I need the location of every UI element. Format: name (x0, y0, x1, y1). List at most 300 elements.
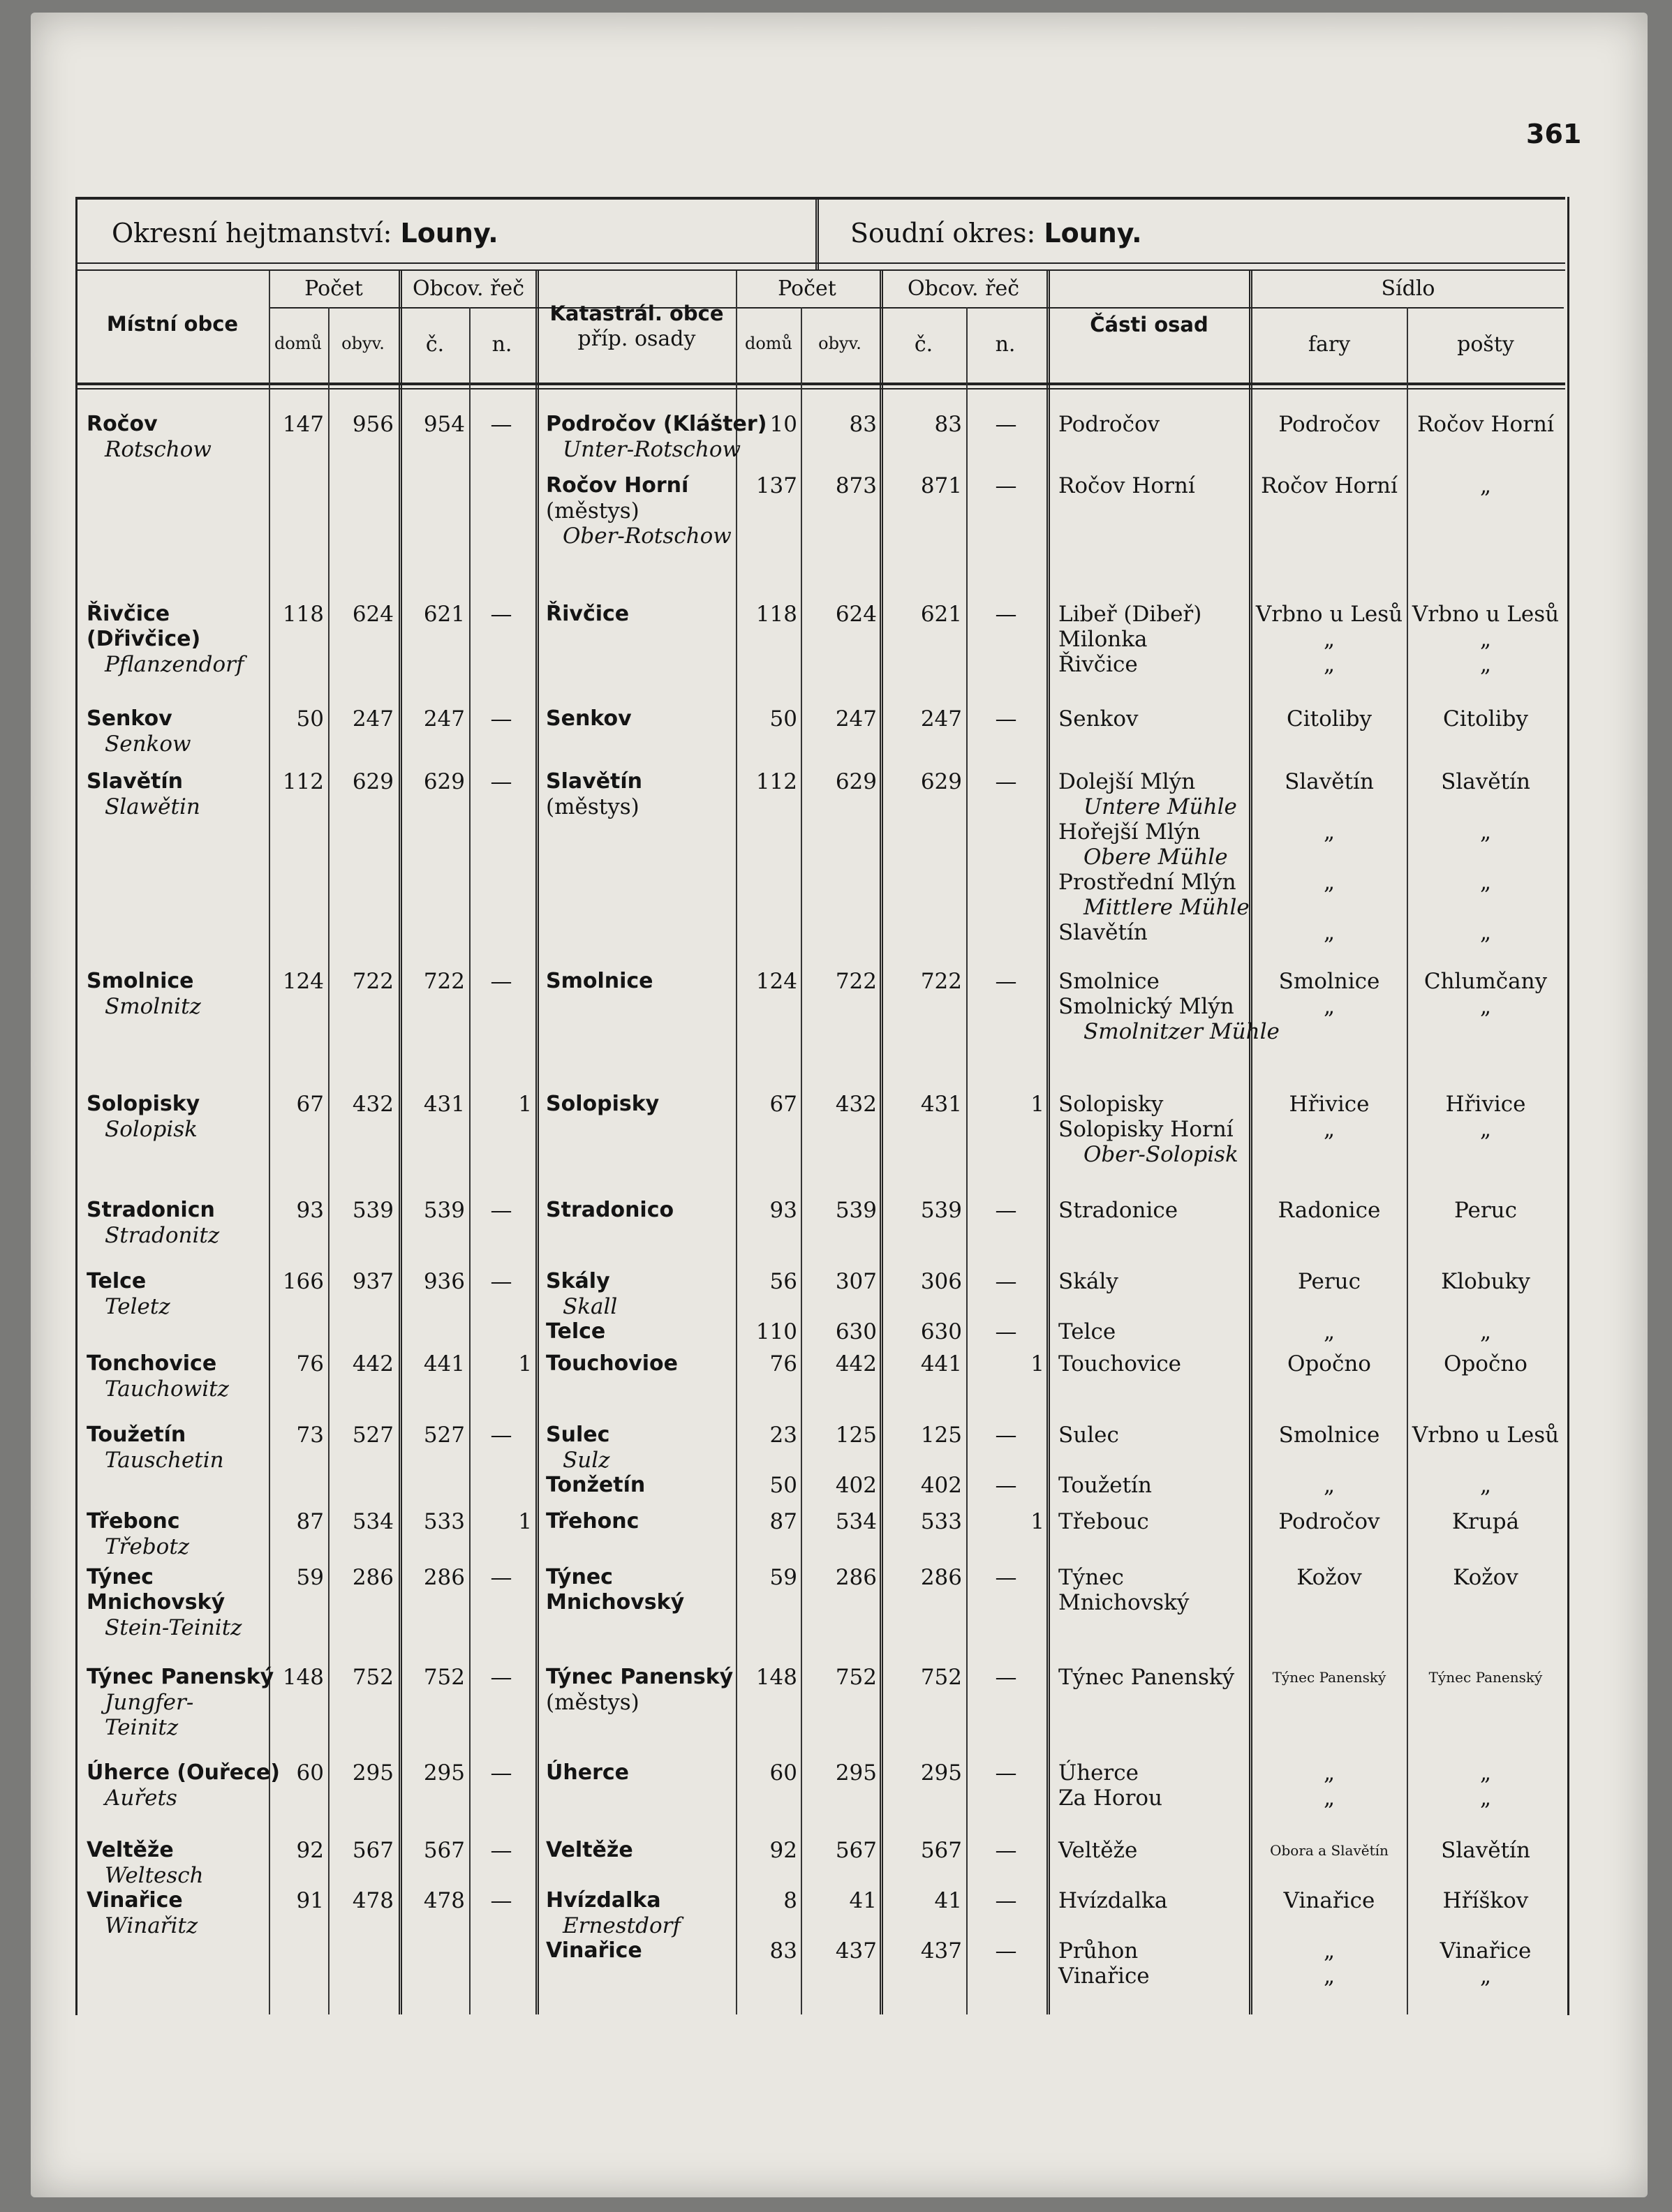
osada-n: — (995, 1760, 1017, 1786)
vline (399, 271, 402, 2014)
sidlo-posta: „ (1479, 652, 1492, 677)
sidlo-posta: „ (1479, 1473, 1492, 1498)
obec-german: Senkow (105, 732, 191, 757)
obec-c: 431 (423, 1092, 465, 1117)
sidlo-posta: Vrbno u Lesů (1412, 1423, 1560, 1448)
osada-name: Tonžetín (546, 1473, 646, 1497)
obec-german: Smolnitz (105, 994, 201, 1019)
col-obyv-2: obyv. (818, 334, 861, 353)
obec-name: Solopisky (87, 1092, 200, 1116)
vline (1249, 271, 1252, 2014)
obec-domu: 147 (282, 412, 324, 437)
cast-name: Toužetín (1058, 1473, 1152, 1498)
cast-name: Libeř (Dibeř) (1058, 602, 1202, 627)
osada-obyv: 83 (849, 412, 877, 437)
osada-obyv: 286 (835, 1565, 877, 1590)
obec-obyv: 539 (352, 1198, 394, 1223)
cast-name: Za Horou (1058, 1786, 1163, 1811)
obec-german: Winařitz (105, 1913, 198, 1938)
obec-n: — (490, 706, 512, 732)
obec-obyv: 442 (352, 1351, 394, 1376)
col-pocet: Počet (304, 276, 363, 301)
sidlo-posta: Kožov (1453, 1565, 1518, 1590)
osada-name: Slavětín (546, 769, 643, 794)
vline (966, 307, 968, 2014)
col-sidlo: Sídlo (1381, 276, 1435, 301)
obec-name: Třebonc (87, 1509, 180, 1534)
obec-domu: 166 (282, 1269, 324, 1294)
sidlo-posta: Slavětín (1441, 1838, 1530, 1863)
sidlo-fara: „ (1323, 1760, 1336, 1786)
obec-name: Stradonicn (87, 1198, 215, 1222)
cast-name: Hvízdalka (1058, 1888, 1168, 1913)
obec-name: Toužetín (87, 1423, 186, 1447)
osada-c: 431 (920, 1092, 962, 1117)
osada-domu: 10 (769, 412, 797, 437)
col-katastral-2: příp. osady (577, 327, 696, 351)
cast-name: Průhon (1058, 1938, 1139, 1964)
sidlo-fara: „ (1323, 1964, 1336, 1989)
osada-n: — (995, 1319, 1017, 1344)
obec-name: Telce (87, 1269, 147, 1293)
cast-name: Smolnický Mlýn (1058, 994, 1234, 1019)
sidlo-posta: Hříškov (1442, 1888, 1529, 1913)
obec-german: Třebotz (105, 1534, 190, 1559)
col-obcov-rec: Obcov. řeč (412, 276, 525, 301)
cast-name: Stradonice (1058, 1198, 1178, 1223)
col-mistni-obce: Místní obce (106, 312, 239, 336)
obec-domu: 87 (296, 1509, 324, 1534)
osada-c: 437 (920, 1938, 962, 1964)
cast-name: Solopisky Horní (1058, 1117, 1234, 1142)
sidlo-fara: Citoliby (1287, 706, 1372, 732)
osada-obyv: 722 (835, 969, 877, 994)
sidlo-posta: Slavětín (1441, 769, 1530, 794)
obec-german-2: Teinitz (105, 1715, 179, 1740)
sidlo-posta: Krupá (1451, 1509, 1520, 1534)
obec-c: 441 (423, 1351, 465, 1376)
obec-domu: 93 (296, 1198, 324, 1223)
osada-name-2: Mnichovský (546, 1590, 685, 1615)
cast-german: Obere Mühle (1083, 845, 1228, 870)
sidlo-fara: „ (1323, 819, 1336, 845)
osada-obyv: 437 (835, 1938, 877, 1964)
sidlo-posta: „ (1479, 1319, 1492, 1344)
obec-n: — (490, 412, 512, 437)
vline (535, 271, 539, 2014)
obec-domu: 92 (296, 1838, 324, 1863)
sidlo-posta: „ (1479, 994, 1492, 1019)
osada-n: — (995, 969, 1017, 994)
osada-obyv: 629 (835, 769, 877, 794)
osada-domu: 124 (755, 969, 797, 994)
osada-n: — (995, 1665, 1017, 1690)
osada-n: 1 (1030, 1092, 1044, 1117)
obec-german: Teletz (105, 1294, 170, 1319)
osada-c: 295 (920, 1760, 962, 1786)
obec-c: 539 (423, 1198, 465, 1223)
osada-name: Telce (546, 1319, 606, 1344)
osada-c: 722 (920, 969, 962, 994)
osada-german: Ober-Rotschow (563, 524, 732, 549)
sidlo-fara: Hřivice (1289, 1092, 1370, 1117)
osada-name: Týnec Panenský (546, 1665, 734, 1689)
obec-name: Týnec Panenský (87, 1665, 274, 1689)
osada-domu: 50 (769, 1473, 797, 1498)
obec-name: Vinařice (87, 1888, 183, 1913)
osada-n: 1 (1030, 1351, 1044, 1376)
osada-obyv: 534 (835, 1509, 877, 1534)
obec-german: Tauschetin (105, 1448, 224, 1473)
sidlo-posta: Opočno (1444, 1351, 1527, 1376)
col-katastral: Katastrál. obce (549, 302, 724, 325)
osada-name: Skály (546, 1269, 610, 1293)
osada-obyv: 402 (835, 1473, 877, 1498)
osada-n: — (995, 1838, 1017, 1863)
sidlo-fara: Kožov (1296, 1565, 1362, 1590)
osada-sub: (městys) (546, 794, 639, 819)
osada-domu: 83 (769, 1938, 797, 1964)
cast-name: Řivčice (1058, 652, 1138, 677)
obec-domu: 73 (296, 1423, 324, 1448)
obec-c: 286 (423, 1565, 465, 1590)
sidlo-posta: Citoliby (1443, 706, 1528, 732)
osada-sub: (městys) (546, 498, 639, 524)
obec-german: Weltesch (105, 1863, 204, 1888)
sidlo-fara: Področov (1278, 412, 1380, 437)
obec-obyv: 478 (352, 1888, 394, 1913)
osada-name: Senkov (546, 706, 632, 731)
osada-name: Področov (Klášter) (546, 412, 767, 436)
osada-n: — (995, 1423, 1017, 1448)
sidlo-posta: „ (1479, 819, 1492, 845)
osada-domu: 87 (769, 1509, 797, 1534)
obec-german: Solopisk (105, 1117, 198, 1142)
cast-name: Týnec Panenský (1058, 1665, 1235, 1690)
rule-title-2 (75, 269, 1565, 271)
cast-german: Smolnitzer Mühle (1083, 1019, 1280, 1044)
obec-n: — (490, 1565, 512, 1590)
obec-n: 1 (518, 1092, 532, 1117)
sidlo-posta: „ (1479, 870, 1492, 895)
obec-c: 295 (423, 1760, 465, 1786)
col-obyv: obyv. (341, 334, 385, 353)
osada-c: 306 (920, 1269, 962, 1294)
obec-n: — (490, 1269, 512, 1294)
title-divider (815, 198, 819, 269)
sidlo-fara: Vinařice (1283, 1888, 1375, 1913)
osada-domu: 67 (769, 1092, 797, 1117)
sidlo-posta: „ (1479, 473, 1492, 498)
obec-domu: 148 (282, 1665, 324, 1690)
osada-c: 402 (920, 1473, 962, 1498)
osada-n: 1 (1030, 1509, 1044, 1534)
osada-c: 752 (920, 1665, 962, 1690)
obec-n: — (490, 1665, 512, 1690)
cast-name: Ročov Horní (1058, 473, 1195, 498)
osada-name: Sulec (546, 1423, 610, 1447)
osada-name: Třehonc (546, 1509, 639, 1534)
osada-domu: 50 (769, 706, 797, 732)
sidlo-fara: Vrbno u Lesů (1255, 602, 1403, 627)
cast-name: Smolnice (1058, 969, 1160, 994)
sidlo-fara: Smolnice (1278, 1423, 1380, 1448)
obec-german: Rotschow (105, 437, 212, 462)
osada-name: Stradonico (546, 1198, 674, 1222)
obec-n: — (490, 1838, 512, 1863)
osada-c: 533 (920, 1509, 962, 1534)
osada-c: 441 (920, 1351, 962, 1376)
obec-domu: 60 (296, 1760, 324, 1786)
page-number: 361 (1526, 119, 1582, 149)
col-casti-osad: Části osad (1090, 313, 1208, 336)
osada-domu: 60 (769, 1760, 797, 1786)
vline (1046, 271, 1050, 2014)
obec-c: 722 (423, 969, 465, 994)
col-pocet-2: Počet (778, 276, 836, 301)
sidlo-posta: „ (1479, 1964, 1492, 1989)
obec-domu: 76 (296, 1351, 324, 1376)
osada-n: — (995, 1269, 1017, 1294)
osada-c: 286 (920, 1565, 962, 1590)
obec-obyv: 286 (352, 1565, 394, 1590)
cast-name: Slavětín (1058, 920, 1148, 945)
sidlo-fara: „ (1323, 1319, 1336, 1344)
cast-name-2: Mnichovský (1058, 1590, 1190, 1615)
obec-name-2: Mnichovský (87, 1590, 225, 1615)
obec-german: Auřets (105, 1786, 177, 1811)
sidlo-posta: Klobuky (1441, 1269, 1530, 1294)
obec-c: 527 (423, 1423, 465, 1448)
obec-german: Stradonitz (105, 1223, 220, 1248)
cast-german: Ober-Solopisk (1083, 1142, 1238, 1167)
col-posty: pošty (1457, 332, 1514, 357)
obec-c: 954 (423, 412, 465, 437)
obec-c: 621 (423, 602, 465, 627)
sidlo-fara: Týnec Panenský (1272, 1669, 1386, 1686)
col-n-2: n. (995, 332, 1016, 357)
vline (736, 271, 737, 2014)
osada-obyv: 752 (835, 1665, 877, 1690)
obec-c: 478 (423, 1888, 465, 1913)
cast-name: Senkov (1058, 706, 1139, 732)
osada-obyv: 442 (835, 1351, 877, 1376)
osada-name: Ročov Horní (546, 473, 689, 498)
obec-domu: 91 (296, 1888, 324, 1913)
osada-c: 871 (920, 473, 962, 498)
vline (880, 271, 883, 2014)
osada-obyv: 630 (835, 1319, 877, 1344)
osada-domu: 148 (755, 1665, 797, 1690)
obec-c: 629 (423, 769, 465, 794)
obec-obyv: 247 (352, 706, 394, 732)
osada-c: 125 (920, 1423, 962, 1448)
osada-name: Smolnice (546, 969, 653, 993)
obec-german: Stein-Teinitz (105, 1615, 242, 1640)
vline (469, 307, 471, 2014)
col-fary: fary (1308, 332, 1351, 357)
osada-c: 41 (934, 1888, 962, 1913)
cast-german: Untere Mühle (1083, 794, 1237, 819)
cast-name: Sulec (1058, 1423, 1119, 1448)
obec-name: Úherce (Ouřece) (87, 1760, 280, 1785)
sidlo-posta: Chlumčany (1423, 969, 1548, 994)
osada-n: — (995, 1888, 1017, 1913)
vline (269, 271, 270, 2014)
osada-obyv: 247 (835, 706, 877, 732)
obec-name: Ročov (87, 412, 158, 436)
osada-domu: 56 (769, 1269, 797, 1294)
osada-name: Touchovioe (546, 1351, 678, 1376)
osada-german: Ernestdorf (563, 1913, 681, 1938)
cast-name: Dolejší Mlýn (1058, 769, 1196, 794)
osada-c: 247 (920, 706, 962, 732)
osada-n: — (995, 1473, 1017, 1498)
osada-obyv: 873 (835, 473, 877, 498)
sidlo-fara: Peruc (1298, 1269, 1361, 1294)
osada-c: 629 (920, 769, 962, 794)
sidlo-posta: „ (1479, 1117, 1492, 1142)
obec-domu: 112 (282, 769, 324, 794)
vline (1407, 307, 1408, 2014)
col-domu: domů (274, 334, 323, 353)
osada-german: Skall (563, 1294, 618, 1319)
sidlo-fara: Ročov Horní (1261, 473, 1398, 498)
cast-name: Področov (1058, 412, 1160, 437)
sidlo-posta: „ (1479, 1760, 1492, 1786)
vline (328, 307, 330, 2014)
obec-name: Veltěže (87, 1838, 174, 1862)
obec-name-2: (Dřivčice) (87, 627, 201, 651)
sidlo-fara: „ (1323, 652, 1336, 677)
obec-n: — (490, 1198, 512, 1223)
osada-name: Veltěže (546, 1838, 633, 1862)
col-c: č. (425, 332, 445, 357)
osada-n: — (995, 1938, 1017, 1964)
sidlo-posta: „ (1479, 1786, 1492, 1811)
cast-name: Hořejší Mlýn (1058, 819, 1201, 845)
osada-german: Unter-Rotschow (563, 437, 741, 462)
obec-name: Tonchovice (87, 1351, 217, 1376)
obec-obyv: 752 (352, 1665, 394, 1690)
osada-c: 567 (920, 1838, 962, 1863)
obec-obyv: 956 (352, 412, 394, 437)
osada-sub: (městys) (546, 1690, 639, 1715)
osada-domu: 137 (755, 473, 797, 498)
col-domu-2: domů (744, 334, 793, 353)
osada-obyv: 295 (835, 1760, 877, 1786)
osada-domu: 23 (769, 1423, 797, 1448)
sidlo-posta: „ (1479, 920, 1492, 945)
obec-name: Senkov (87, 706, 172, 731)
rule-top (75, 197, 1565, 200)
osada-c: 621 (920, 602, 962, 627)
obec-obyv: 937 (352, 1269, 394, 1294)
obec-c: 533 (423, 1509, 465, 1534)
col-n: n. (491, 332, 512, 357)
osada-domu: 76 (769, 1351, 797, 1376)
sidlo-posta: Peruc (1454, 1198, 1517, 1223)
osada-german: Sulz (563, 1448, 610, 1473)
osada-domu: 118 (755, 602, 797, 627)
rule-header-bottom (75, 383, 1565, 385)
obec-german: Tauchowitz (105, 1376, 229, 1402)
sidlo-fara: „ (1323, 1473, 1336, 1498)
cast-name: Prostřední Mlýn (1058, 870, 1236, 895)
obec-n: — (490, 1888, 512, 1913)
col-obcov-rec-2: Obcov. řeč (907, 276, 1020, 301)
obec-german: Slawětin (105, 794, 200, 819)
obec-domu: 67 (296, 1092, 324, 1117)
sidlo-posta: Vinařice (1440, 1938, 1532, 1964)
obec-obyv: 295 (352, 1760, 394, 1786)
obec-n: — (490, 969, 512, 994)
obec-c: 752 (423, 1665, 465, 1690)
cast-german: Mittlere Mühle (1083, 895, 1250, 920)
obec-domu: 50 (296, 706, 324, 732)
osada-n: — (995, 602, 1017, 627)
obec-n: — (490, 769, 512, 794)
osada-c: 630 (920, 1319, 962, 1344)
osada-name: Hvízdalka (546, 1888, 661, 1913)
sidlo-fara: Radonice (1278, 1198, 1381, 1223)
sidlo-posta: Týnec Panenský (1428, 1669, 1543, 1686)
osada-domu: 8 (783, 1888, 797, 1913)
sidlo-fara: „ (1323, 1117, 1336, 1142)
osada-obyv: 567 (835, 1838, 877, 1863)
cast-name: Úherce (1058, 1760, 1139, 1786)
osada-domu: 92 (769, 1838, 797, 1863)
obec-obyv: 629 (352, 769, 394, 794)
sidlo-posta: Ročov Horní (1417, 412, 1554, 437)
sidlo-fara: „ (1323, 994, 1336, 1019)
cast-name: Skály (1058, 1269, 1118, 1294)
cast-name: Solopisky (1058, 1092, 1164, 1117)
district-title: Okresní hejtmanství: Louny. (112, 218, 498, 248)
col-c-2: č. (914, 332, 933, 357)
obec-c: 567 (423, 1838, 465, 1863)
sidlo-fara: „ (1323, 1786, 1336, 1811)
cast-name: Týnec (1058, 1565, 1124, 1590)
obec-name: Řivčice (87, 602, 170, 626)
osada-n: — (995, 412, 1017, 437)
cast-name: Veltěže (1058, 1838, 1138, 1863)
sidlo-fara: „ (1323, 920, 1336, 945)
obec-german: Pflanzendorf (105, 652, 244, 677)
osada-name: Úherce (546, 1760, 629, 1785)
obec-name: Smolnice (87, 969, 194, 993)
obec-obyv: 624 (352, 602, 394, 627)
obec-name: Týnec (87, 1565, 154, 1589)
sidlo-fara: Opočno (1287, 1351, 1371, 1376)
osada-domu: 59 (769, 1565, 797, 1590)
osada-name: Solopisky (546, 1092, 660, 1116)
obec-n: — (490, 1423, 512, 1448)
obec-c: 936 (423, 1269, 465, 1294)
osada-n: — (995, 1565, 1017, 1590)
sidlo-posta: Vrbno u Lesů (1412, 602, 1560, 627)
obec-obyv: 534 (352, 1509, 394, 1534)
osada-name: Týnec (546, 1565, 613, 1589)
sidlo-fara: „ (1323, 627, 1336, 652)
obec-domu: 59 (296, 1565, 324, 1590)
osada-n: — (995, 1198, 1017, 1223)
osada-obyv: 624 (835, 602, 877, 627)
osada-c: 539 (920, 1198, 962, 1223)
obec-domu: 118 (282, 602, 324, 627)
osada-domu: 110 (755, 1319, 797, 1344)
sidlo-fara: „ (1323, 1938, 1336, 1964)
